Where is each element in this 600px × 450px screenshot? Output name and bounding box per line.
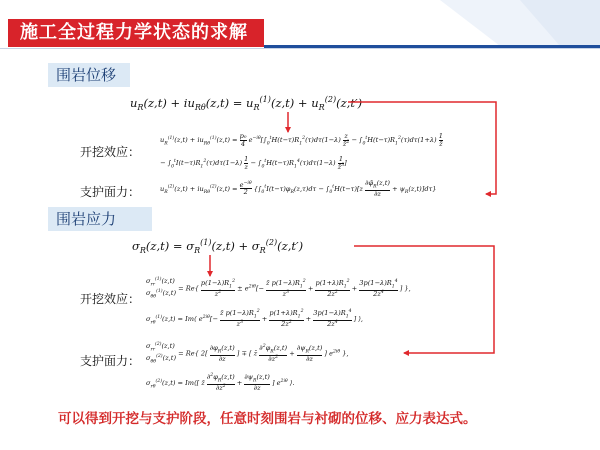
displacement-support-label: 支护面力： [80,185,141,199]
displacement-excavation-formula-line2: − $\int_0^tI(t-\tau)R_1^2(\tau)d\tau(1-\lambda)$ $\frac{1}{z}$ − $\int_0^tH(t-\tau)R_1^4(\tau)d\tau(1-\lambda)$ $\frac{1}{z̄^3}$ ] [160,155,347,171]
conclusion-text: 可以得到开挖与支护阶段，任意时刻围岩与衬砌的位移、应力表达式。 [58,411,477,427]
stress-support-formula-line2: $\sigma_{r\theta}^{(2)}(z,t)$ = Im⟨[ z̄ $\frac{\partial^2\varphi_R(z,t)}{\partial z^2}$ + $\frac{\partial\psi_R(z,t)}{\partial z}$ ] $e^{2i\theta}$ ⟩. [146,373,295,393]
header-rule-thin [0,48,600,49]
stress-support-label: 支护面力： [80,354,141,368]
stress-main-formula: $\sigma_R(z,t) = \sigma_R^{(1)}(z,t) + \sigma_R^{(2)}(z,t')$ [132,238,304,256]
stress-excavation-formula-line2: $\sigma_{r\theta}^{(1)}(z,t)$ = Im⟨ $e^{2i\theta}[-$ $\frac{z̄ p(1-\lambda)R_1^2}{z^3}$ + $\frac{p(1+\lambda)R_1^2}{2z^2}$ + $\frac{3p(1-\lambda)R_1^4}{2z^4}$ ] ⟩, [146,309,364,329]
stress-excavation-formula-line1: $\sigma_{rr}^{(1)}(z,t)$ $\sigma_{\theta\theta}^{(1)}(z,t)$ = Re{ $\frac{p(1-\lambda)R_1^2}{z^2}$ ± $e^{2i\theta}[-$ $\frac{z̄ p(1-\lambda)R_1^2}{z^3}$ + $\frac{p(1+\lambda)R_1^2}{2z^2}$ + $\frac{3p(1-\lambda)R_1^4}{2z^4}$ ] }, [146,277,411,299]
slide-title: 施工全过程力学状态的求解 [8,19,264,47]
stress-excavation-label: 开挖效应： [80,292,141,306]
stress-support-formula-line1: $\sigma_{rr}^{(2)}(z,t)$ $\sigma_{\theta\theta}^{(2)}(z,t)$ = Re{ 2[ $\frac{\partial\varphi_R(z,t)}{\partial z}$ ] ∓ [ z̄ $\frac{\partial^2\varphi_R(z,t)}{\partial z^2}$ + $\frac{\partial\psi_R(z,t)}{\partial z}$ ] $e^{2i\theta}$ }, [146,342,349,364]
section-displacement: 围岩位移 [48,63,130,87]
displacement-excavation-formula-line1: $u_R^{(1)}(z,t) + iu_{R\theta}^{(1)}(z,t)$ = $\frac{\text{p₀}}{4}$ $e^{-i\theta}[\int_0^tH(t-\tau)R_1^2(\tau)d\tau(1-\lambda)$ $\frac{z}{z̄^2}$ − $\int_0^tH(t-\tau)R_1^2(\tau)d\tau(1+\lambda)$ $\frac{1}{z̄}$ [160,132,443,148]
displacement-excavation-label: 开挖效应： [80,145,141,159]
displacement-main-formula: $u_R(z,t) + iu_{R\theta}(z,t) = u_R^{(1)}(z,t) + u_R^{(2)}(z,t')$ [130,95,363,113]
section-stress: 围岩应力 [48,207,152,231]
displacement-support-formula: $u_R^{(2)}(z,t) + iu_{R\theta}^{(2)}(z,t)$ = $\frac{e^{-i\theta}}{2}$ {$\int_0^tI(t-\tau)\varphi_R(z,\tau)d\tau - \int_0^tH(t-\tau)[z$ $\frac{\partial\varphī_R(z,t)}{\partial z}$ + $\psi_R(z,t)]d\tau$} [160,179,437,198]
